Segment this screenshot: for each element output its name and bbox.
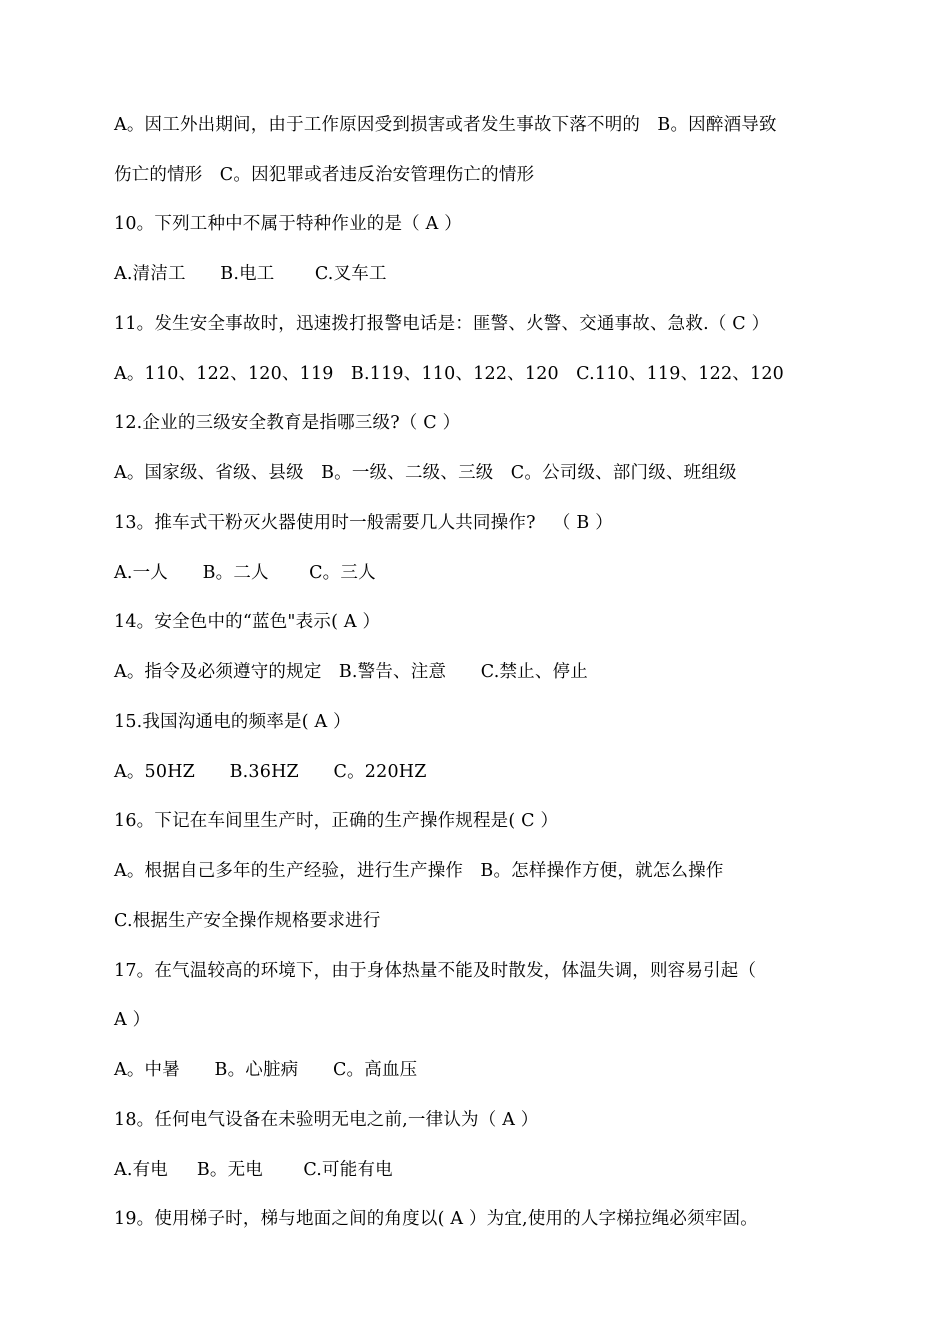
option-line-q9-cont: 伤亡的情形 C。因犯罪或者违反治安管理伤亡的情形 xyxy=(114,165,535,185)
options-q16: A。根据自己多年的生产经验，进行生产操作 B。怎样操作方便，就怎么操作 xyxy=(114,861,724,881)
options-q16-cont: C.根据生产安全操作规格要求进行 xyxy=(114,911,381,931)
question-12: 12.企业的三级安全教育是指哪三级?（ C ） xyxy=(114,413,461,433)
options-q11: A。110、122、120、119 B.119、110、122、120 C.110、119、122、120 xyxy=(114,364,784,384)
question-13: 13。推车式干粉灭火器使用时一般需要几人共同操作? （ B ） xyxy=(114,513,613,533)
options-q12: A。国家级、省级、县级 B。一级、二级、三级 C。公司级、部门级、班组级 xyxy=(114,463,737,483)
question-18: 18。任何电气设备在未验明无电之前,一律认为（ A ） xyxy=(114,1110,539,1130)
options-q13: A.一人 B。二人 C。三人 xyxy=(114,563,376,583)
option-line-q9: A。因工外出期间，由于工作原因受到损害或者发生事故下落不明的 B。因醉酒导致 xyxy=(114,115,777,135)
question-17-answer: A ） xyxy=(114,1010,151,1030)
options-q14: A。指令及必须遵守的规定 B.警告、注意 C.禁止、停止 xyxy=(114,662,588,682)
question-17: 17。在气温较高的环境下，由于身体热量不能及时散发，体温失调，则容易引起（ xyxy=(114,961,757,981)
question-19: 19。使用梯子时，梯与地面之间的角度以( A ）为宜,使用的人字梯拉绳必须牢固。 xyxy=(114,1209,758,1229)
question-15: 15.我国沟通电的频率是( A ） xyxy=(114,712,351,732)
question-11: 11。发生安全事故时，迅速拨打报警电话是：匪警、火警、交通事故、急救.（ C ） xyxy=(114,314,770,334)
options-q10: A.清洁工 B.电工 C.叉车工 xyxy=(114,264,387,284)
question-14: 14。安全色中的“蓝色"表示( A ） xyxy=(114,612,381,632)
options-q15: A。50HZ B.36HZ C。220HZ xyxy=(114,762,427,782)
question-16: 16。下记在车间里生产时，正确的生产操作规程是( C ） xyxy=(114,811,559,831)
question-10: 10。下列工种中不属于特种作业的是（ A ） xyxy=(114,214,462,234)
options-q18: A.有电 B。无电 C.可能有电 xyxy=(114,1160,393,1180)
options-q17: A。中暑 B。心脏病 C。高血压 xyxy=(114,1060,418,1080)
